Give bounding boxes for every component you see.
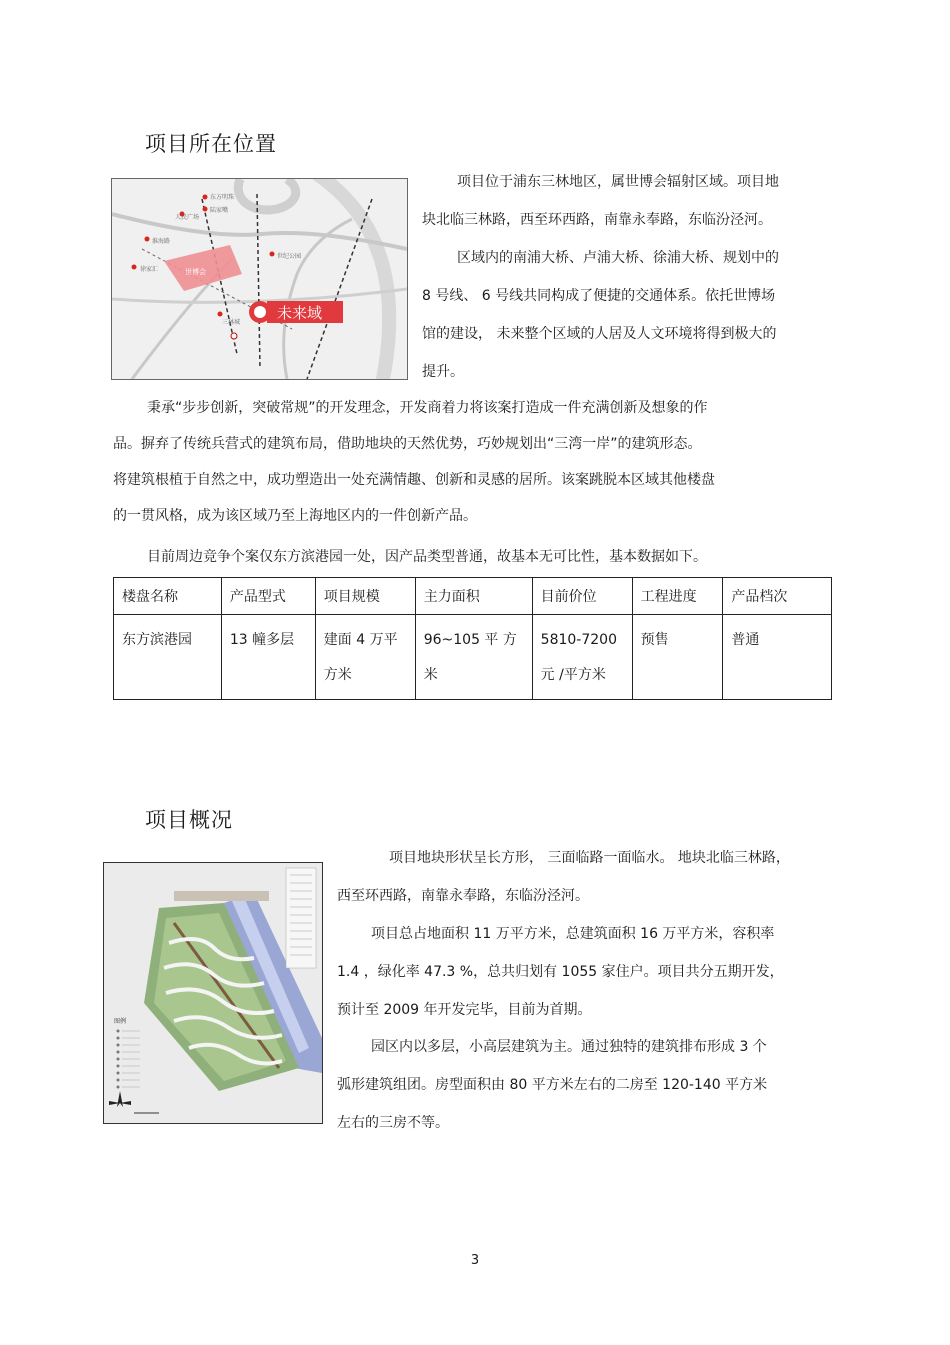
map-label: 徐家汇: [140, 266, 159, 273]
table-header-cell: 产品档次: [723, 578, 832, 615]
text-line: 西至环西路，南靠永奉路，东临汾泾河。: [337, 888, 589, 904]
location-paragraph-2: [457, 239, 779, 277]
table-cell: 普通: [723, 615, 832, 700]
logo-text: 未来域: [277, 304, 323, 322]
table-cell: 13 幢多层: [221, 615, 315, 700]
text-line: 区域内的南浦大桥、卢浦大桥、徐浦大桥、规划中的: [457, 250, 779, 266]
map-label: 人民广场: [175, 214, 200, 221]
legend-title: 图例: [114, 1018, 127, 1025]
text-line: 8 号线、 6 号线共同构成了便捷的交通体系。依托世博场: [422, 288, 776, 304]
text-line: 弧形建筑组团。房型面积由 80 平方米左右的二房至 120-140 平方米: [337, 1077, 768, 1093]
text-line: 的一贯风格，成为该区域乃至上海地区内的一件创新产品。: [113, 508, 477, 524]
section-heading-location: 项目所在位置: [145, 132, 277, 156]
table-cell: 5810-7200 元 /平方米: [532, 615, 632, 700]
text-line: 预计至 2009 年开发完毕，目前为首期。: [337, 1002, 592, 1018]
competitor-table: [113, 577, 832, 700]
map-label: 世博会: [185, 268, 206, 276]
map-label: 陆家嘴: [210, 207, 229, 214]
location-paragraph-1b: [422, 201, 772, 239]
overview-paragraph-1b: [337, 877, 589, 915]
map-label: 东方明珠: [210, 194, 235, 201]
text-line: 块北临三林路，西至环西路，南靠永奉路，东临汾泾河。: [422, 212, 772, 228]
table-cell: 建面 4 万平 方米: [315, 615, 415, 700]
project-logo: [249, 301, 343, 323]
page-number: 3: [470, 1253, 480, 1268]
map-label: 淮海路: [152, 238, 171, 245]
text-line: 项目总占地面积 11 万平方米，总建筑面积 16 万平方米，容积率: [371, 926, 775, 942]
text-line: 将建筑根植于自然之中，成功塑造出一处充满情趣、创新和灵感的居所。该案跳脱本区域其他楼盘: [113, 472, 715, 488]
concept-paragraph-cont: [113, 426, 715, 534]
map-label: 世纪公园: [277, 253, 302, 260]
concept-paragraph: [147, 390, 708, 426]
table-header-cell: 目前价位: [532, 578, 632, 615]
text-line: 品。摒弃了传统兵营式的建筑布局，借助地块的天然优势，巧妙规划出“三湾一岸”的建筑形态。: [113, 436, 702, 452]
overview-paragraph-3b: [337, 1066, 767, 1142]
table-header-row: [114, 578, 832, 615]
table-cell: 预售: [632, 615, 723, 700]
text-line: 馆的建设， 未来整个区域的人居及人文环境将得到极大的: [422, 326, 777, 342]
text-line: 目前周边竞争个案仅东方滨港园一处，因产品类型普通，故基本无可比性，基本数据如下。: [147, 549, 707, 565]
table-header-cell: 主力面积: [415, 578, 532, 615]
text-line: 提升。: [422, 364, 464, 380]
table-row: [114, 615, 832, 700]
overview-paragraph-2: [371, 915, 774, 953]
location-paragraph-2b: [422, 277, 776, 391]
table-header-cell: 工程进度: [632, 578, 723, 615]
text-line: 秉承“步步创新，突破常规”的开发理念，开发商着力将该案打造成一件充满创新及想象的作: [147, 400, 708, 416]
table-header-cell: 产品型式: [221, 578, 315, 615]
overview-paragraph-1: [389, 839, 790, 877]
table-header-cell: 项目规模: [315, 578, 415, 615]
competition-paragraph: [147, 539, 707, 575]
table-cell: 96~105 平 方 米: [415, 615, 532, 700]
section-heading-overview: 项目概况: [145, 808, 233, 832]
table-cell: 东方滨港园: [114, 615, 222, 700]
text-line: 项目位于浦东三林地区，属世博会辐射区域。项目地: [457, 174, 779, 190]
overview-paragraph-2b: [337, 953, 784, 1029]
site-plan-image: [103, 862, 323, 1124]
map-label: 三林城: [222, 319, 241, 326]
text-line: 左右的三房不等。: [337, 1115, 449, 1131]
location-paragraph-1: [457, 163, 779, 201]
text-line: 园区内以多层，小高层建筑为主。通过独特的建筑排布形成 3 个: [371, 1039, 767, 1055]
location-map: [111, 178, 408, 380]
text-line: 1.4 ，绿化率 47.3 %，总共归划有 1055 家住户。项目共分五期开发，: [337, 964, 784, 980]
table-header-cell: 楼盘名称: [114, 578, 222, 615]
overview-paragraph-3: [371, 1028, 767, 1066]
text-line: 项目地块形状呈长方形， 三面临路一面临水。 地块北临三林路，: [389, 850, 790, 866]
